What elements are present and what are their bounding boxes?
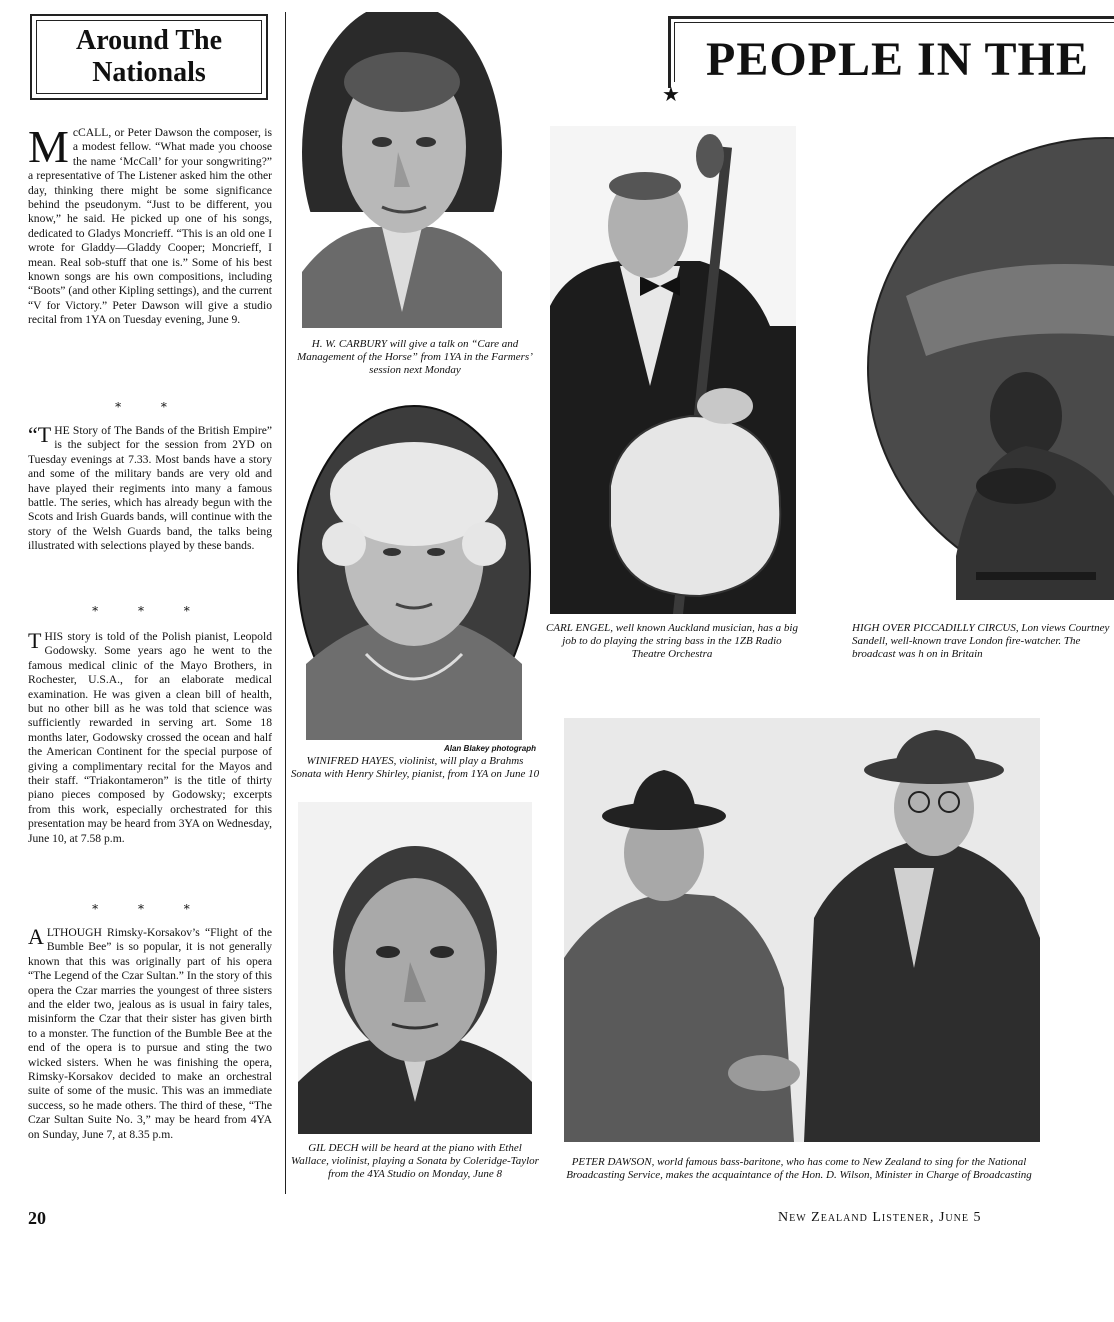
article-bumble-bee bbox=[28, 926, 272, 1142]
photo-carbury bbox=[302, 12, 502, 328]
separator-stars: * * bbox=[115, 400, 185, 414]
caption-carbury: H. W. CARBURY will give a talk on “Care and Management of the Horse” from 1YA in the Farmers’ session next Monday bbox=[297, 338, 533, 376]
caption-hayes: WINIFRED HAYES, violinist, will play a Brahms Sonata with Henry Shirley, pianist, from 1YA on June 10 bbox=[290, 755, 540, 780]
caption-engel: CARL ENGEL, well known Auckland musician, has a big job to do playing the string bass in the 1ZB Radio Theatre Orchestra bbox=[546, 622, 798, 660]
article-mccall bbox=[28, 121, 272, 328]
photo-piccadilly bbox=[866, 136, 1114, 600]
caption-dech: GIL DECH will be heard at the piano with Ethel Wallace, violinist, playing a Sonata by Coleridge-Taylor from the 4YA Studio on Monday, June 8 bbox=[291, 1142, 539, 1180]
section-title-line2: Nationals bbox=[92, 57, 206, 88]
photo-credit-hayes: Alan Blakey photograph bbox=[443, 744, 536, 753]
drop-cap-m: M bbox=[28, 121, 69, 172]
caption-piccadilly: HIGH OVER PICCADILLY CIRCUS, Lon views Courtney Sandell, well-known trave London fire-watcher. The broadcast was h on in Britain bbox=[852, 622, 1110, 660]
page-number: 20 bbox=[28, 1208, 46, 1228]
masthead: New Zealand Listener, June 5 bbox=[778, 1210, 982, 1225]
photo-hayes bbox=[296, 404, 532, 740]
separator-stars: * * * bbox=[92, 604, 208, 618]
photo-engel bbox=[550, 126, 796, 614]
article-godowsky-text: HIS story is told of the Polish pianist, Leopold Godowsky. Some years ago he went to the famous medical clinic of the Mayo Brothers, in Rochester, U.S.A., for an elaborate medical examination. He was given a clean bill of health, but no other bill as he was told that science was sufficiently rewarded in serving art. Some 18 months later, Godowsky crossed the ocean and half the American Continent for the special purpose of giving a complimentary recital for the Mayos and their staff. “Triakontameron” is the title of thirty piano pieces composed by Godowsky; excerpts from this work, especially orchestrated for this presentation may be heard from 3YA on Wednesday, June 10, at 7.58 p.m. bbox=[28, 630, 272, 845]
photo-dech bbox=[298, 802, 532, 1134]
column-rule bbox=[285, 12, 286, 1194]
section-title-box bbox=[30, 14, 268, 100]
article-bands-text: HE Story of The Bands of the British Empire” is the subject for the session from 2YD on Tuesday evenings at 7.33. Most bands have a story and some of the military bands are very old and have played their regiments into many a famous battle. The series, which has already begun with the Scots and Irish Guards bands, will continue with the story of the Welsh Guards band, the talks being illustrated with selections played by these bands. bbox=[28, 424, 272, 553]
caption-dawson: PETER DAWSON, world famous bass-baritone, who has come to New Zealand to sing for the National Broadcasting Service, makes the acquaintance of the Hon. D. Wilson, Minister in Charge of Broadcasting bbox=[566, 1156, 1032, 1181]
photo-dawson bbox=[564, 718, 1040, 1142]
star-icon: ★ bbox=[662, 82, 680, 106]
separator-stars: * * * bbox=[92, 902, 208, 916]
drop-cap-a: A bbox=[28, 924, 44, 949]
drop-cap-t: T bbox=[28, 628, 42, 653]
article-godowsky bbox=[28, 630, 272, 846]
section-title-line1: Around The bbox=[75, 24, 223, 56]
article-mccall-text: cCALL, or Peter Dawson the composer, is a modest fellow. “What made you choose the name ‘McCall’ for your songwriting?” a representative of The Listener asked him the other day, thinking there might be some significance behind the pseudonym. “Just to be different, you know,” he said. He picked up one of his songs, dedicated to Gladys Moncrieff. “This is an old one I wrote for Gladdy—Gladdy Cooper; Moncrieff, I mean. Real sob-stuff that one is.” Some of his best known songs are his own compositions, including “Boots” (and other Kipling settings), and the current “V for Victory.” Peter Dawson will give a studio recital from 1YA on Tuesday evening, June 9. bbox=[28, 126, 272, 327]
article-bands bbox=[28, 424, 272, 554]
page-header-title: PEOPLE IN THE bbox=[706, 33, 1089, 86]
drop-cap-t: “T bbox=[28, 422, 52, 447]
article-bumble-bee-text: LTHOUGH Rimsky-Korsakov’s “Flight of the Bumble Bee” is so popular, it is not generally known that this was originally part of his opera “The Legend of the Czar Sultan.” In the story of this opera the Czar marries the youngest of three sisters and the elder two, jealous as is usual in fairy tales, misinform the Czar that their sister has given birth to a monster. The function of the Bumble Bee at the end of the opera is to pursue and sting the two wicked sisters. When he was finishing the opera, Rimsky-Korsakov decided to make an orchestral suite of some of the music. This was an immediate success, so he made others. The third of these, “The Czar Sultan Suite No. 3,” may be heard from 4YA on Sunday, June 7, at 8.35 p.m. bbox=[28, 926, 272, 1141]
